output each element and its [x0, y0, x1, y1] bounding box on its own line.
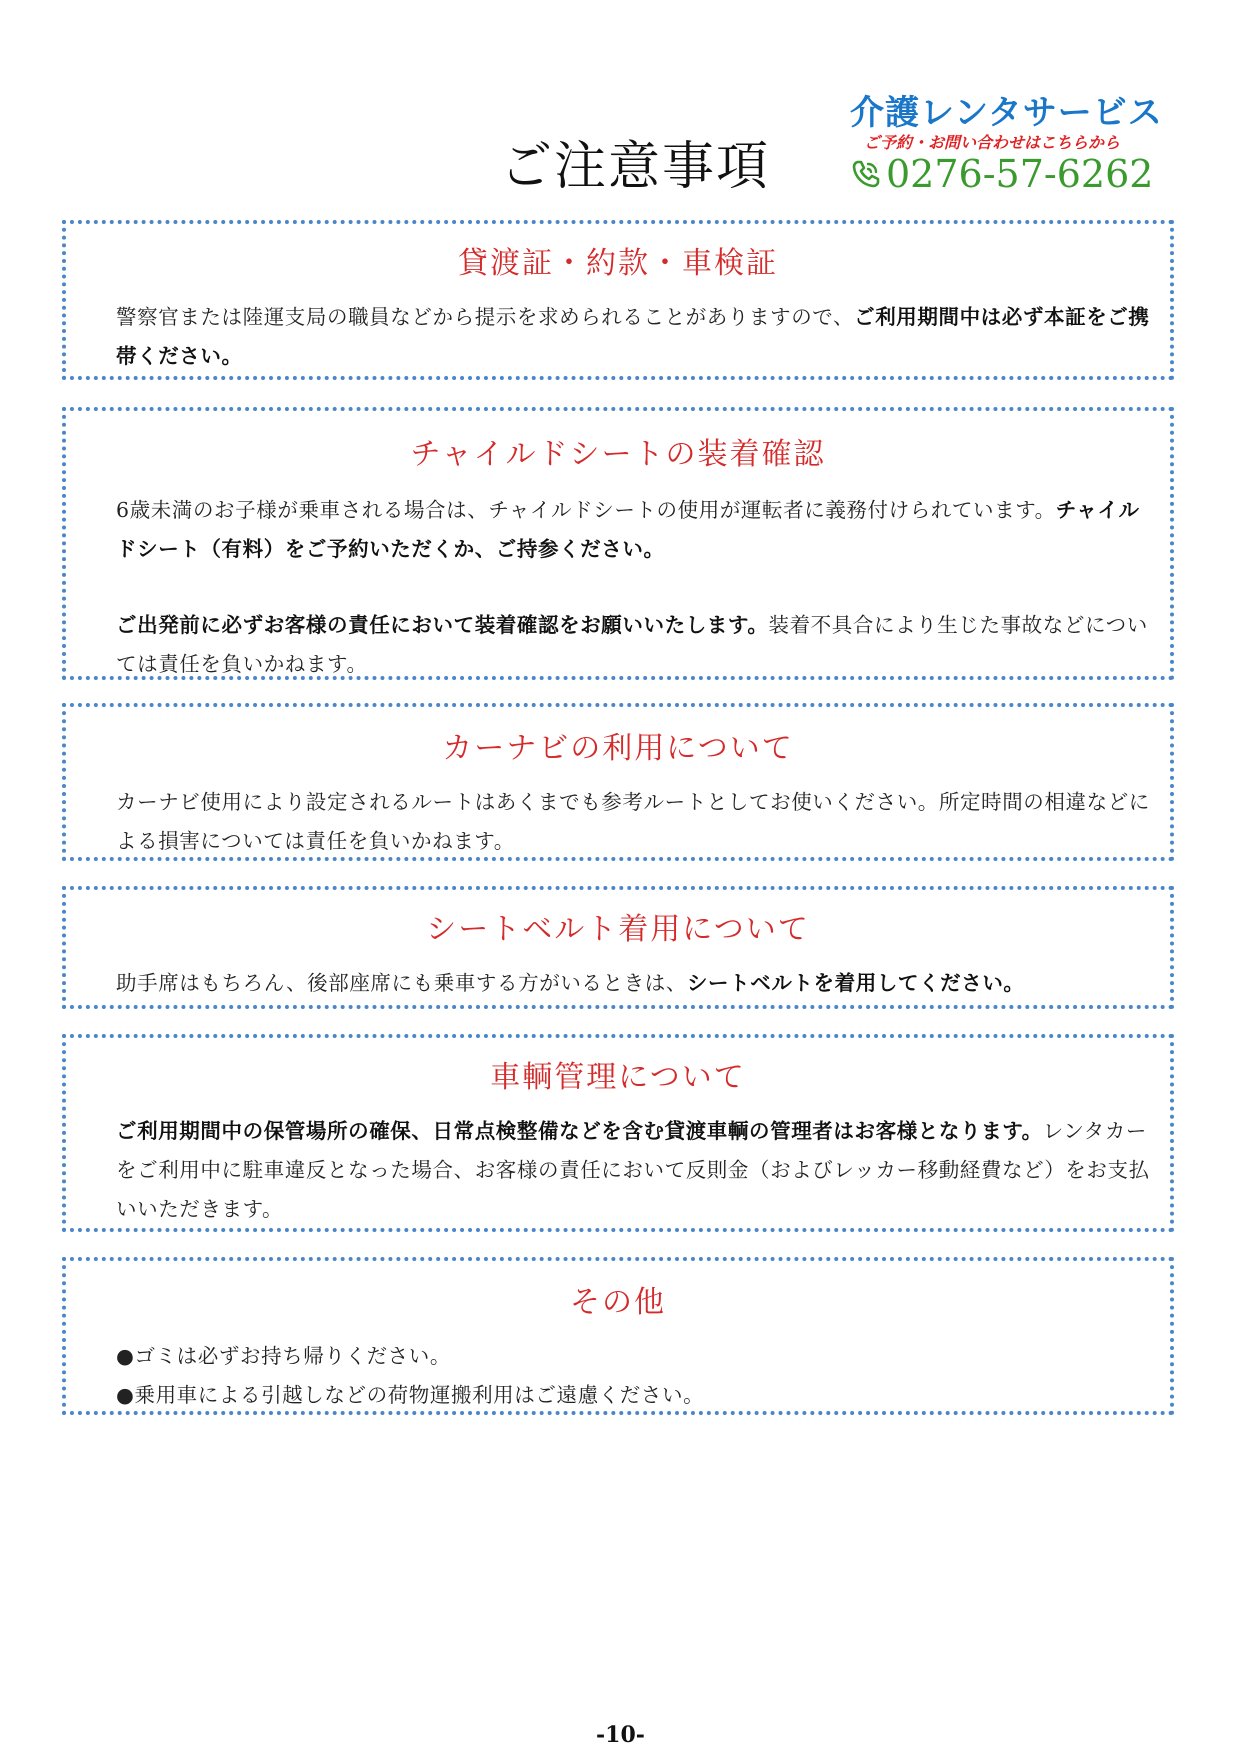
- section-seatbelt: [62, 886, 1174, 1009]
- text-bold: ご利用期間中は必ず本証をご携帯ください。: [116, 305, 1150, 368]
- section-body: [66, 783, 1170, 861]
- section-paragraph: カーナビ使用により設定されるルートはあくまでも参考ルートとしてお使いください。所定時間の相違などによる損害については責任を負いかねます。: [116, 790, 1150, 853]
- text-bold: シートベルトを着用してください。: [686, 971, 1025, 995]
- list-item: ●乗用車による引越しなどの荷物運搬利用はご遠慮ください。: [116, 1383, 705, 1407]
- section-paragraph: [116, 1112, 1156, 1229]
- text-normal: 助手席はもちろん、後部座席にも乗車する方がいるときは、: [116, 971, 687, 995]
- section-rental-documents: [62, 220, 1174, 380]
- section-car-navigation: [62, 703, 1174, 861]
- brand-block: [850, 92, 1180, 196]
- section-child-seat: [62, 407, 1174, 680]
- section-body: [66, 1337, 1170, 1415]
- section-title: 車輌管理について: [490, 1060, 746, 1095]
- text-bold: チャイルドシート（有料）をご予約いただくか、ご持参ください。: [116, 498, 1140, 561]
- section-title: 貸渡証・約款・車検証: [458, 246, 778, 281]
- text-normal: 6歳未満のお子様が乗車される場合は、チャイルドシートの使用が運転者に義務付けられています。: [116, 498, 1056, 522]
- phone-icon: [850, 158, 882, 190]
- section-vehicle-management: [62, 1034, 1174, 1232]
- section-paragraph: [116, 298, 1156, 376]
- section-other: [62, 1257, 1174, 1415]
- section-title: カーナビの利用について: [442, 731, 794, 766]
- text-normal: レンタカーをご利用中に駐車違反となった場合、お客様の責任において反則金（およびレッカー移動経費など）をお支払いいただきます。: [116, 1119, 1150, 1221]
- section-title: チャイルドシートの装着確認: [410, 437, 826, 472]
- list-item: ●ゴミは必ずお持ち帰りください。: [116, 1344, 451, 1368]
- section-paragraph: [116, 491, 1156, 569]
- brand-phone-row: [850, 152, 1180, 196]
- text-normal: 警察官または陸運支局の職員などから提示を求められることがありますので、: [116, 305, 855, 329]
- section-paragraph: [116, 964, 1156, 1003]
- section-title: その他: [570, 1285, 666, 1320]
- text-bold: ご利用期間中の保管場所の確保、日常点検整備などを含む貸渡車輌の管理者はお客様となります。: [116, 1119, 1043, 1143]
- section-body: [66, 964, 1170, 1003]
- text-normal: 装着不具合により生じた事故などについては責任を負いかねます。: [116, 613, 1148, 676]
- brand-phone-number: 0276-57-6262: [886, 152, 1154, 196]
- section-body: [66, 1112, 1170, 1229]
- section-title: シートベルト着用について: [426, 912, 810, 947]
- brand-name: 介護レンタサービス: [850, 93, 1163, 133]
- page-title: ご注意事項: [500, 137, 771, 197]
- text-bold: ご出発前に必ずお客様の責任において装着確認をお願いいたします。: [116, 613, 769, 637]
- brand-tagline: ご予約・お問い合わせはこちらから: [864, 133, 1121, 152]
- section-body: [66, 491, 1170, 684]
- section-paragraph: [116, 606, 1156, 684]
- page-number: -10-: [596, 1722, 645, 1748]
- section-body: [66, 298, 1170, 376]
